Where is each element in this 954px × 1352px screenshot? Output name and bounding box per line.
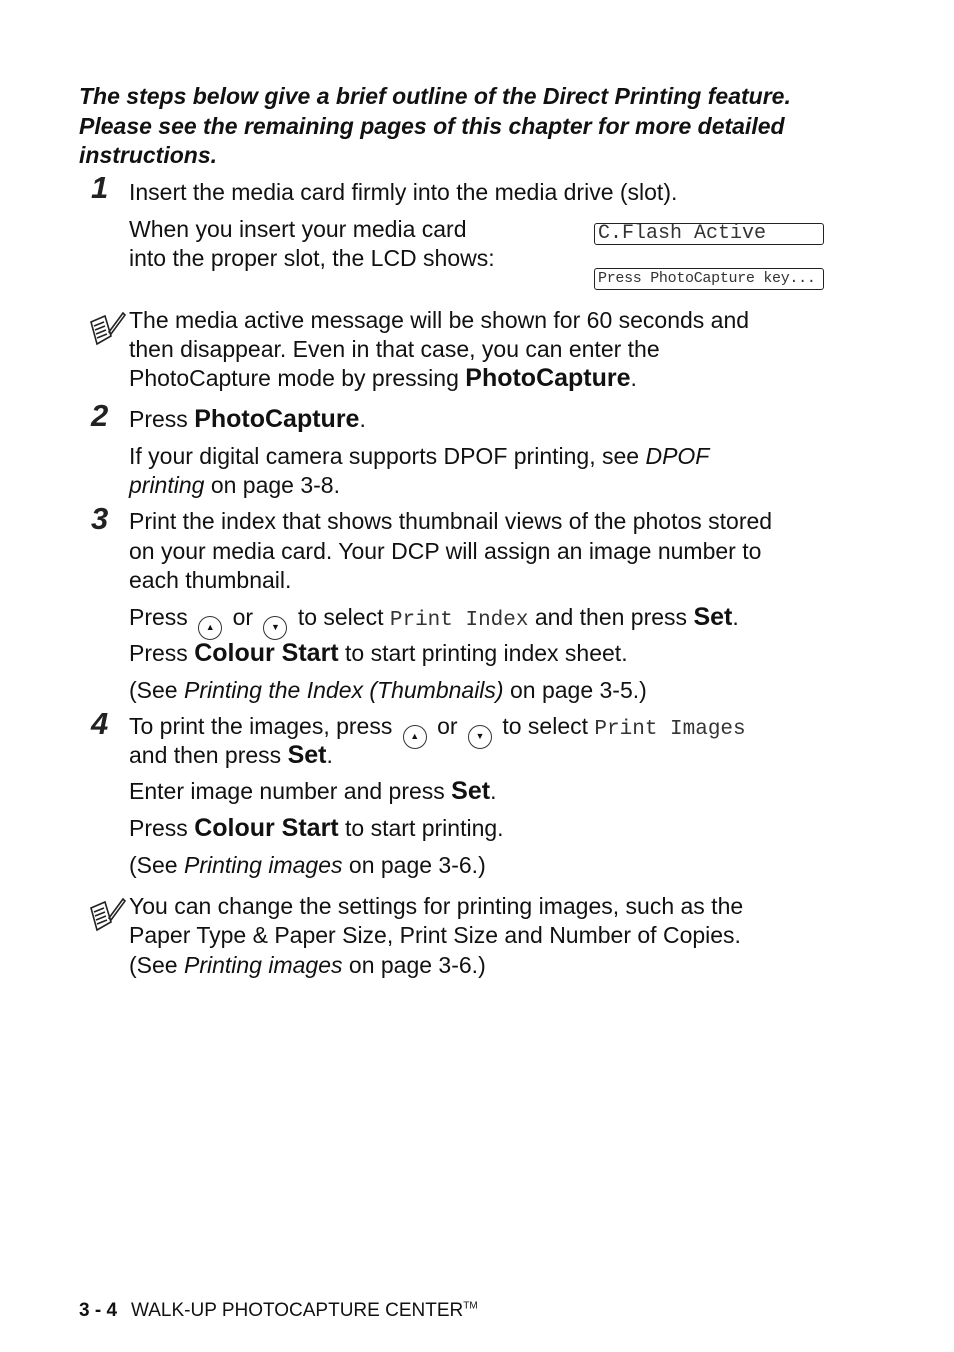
step-4-line-2: and then press Set. — [129, 741, 333, 769]
step-number-4: 4 — [91, 706, 109, 741]
step-2-text: Press PhotoCapture. — [129, 405, 366, 433]
photocapture-key-label: PhotoCapture — [465, 364, 631, 392]
note-1-line-1: The media active message will be shown for 60 seconds and — [129, 307, 750, 333]
step-3-line-2: on your media card. Your DCP will assign an image number to — [129, 538, 762, 564]
step-2-dpof-line-1: If your digital camera supports DPOF printing, see DPOF — [129, 443, 710, 469]
set-key-label: Set — [693, 603, 733, 631]
photocapture-key-label: PhotoCapture — [194, 405, 360, 433]
note-2-line-2: Paper Type & Paper Size, Print Size and Number of Copies. — [129, 922, 741, 948]
step-4-enter-line: Enter image number and press Set. — [129, 777, 497, 805]
lcd-intro-line-1: When you insert your media card — [129, 216, 467, 242]
note-1-line-2: then disappear. Even in that case, you can enter the — [129, 336, 660, 362]
note-icon — [87, 896, 127, 936]
set-key-label: Set — [287, 741, 327, 769]
note-1-line-3: PhotoCapture mode by pressing PhotoCapture. — [129, 364, 637, 392]
step-4-line-1: To print the images, press ▲ or ▼ to select Print Images — [129, 712, 746, 749]
step-4-see-line: (See Printing images on page 3-6.) — [129, 852, 486, 878]
step-3-colour-start-line: Press Colour Start to start printing index sheet. — [129, 639, 628, 667]
step-3-line-3: each thumbnail. — [129, 567, 292, 593]
lcd-display-line-2: Press PhotoCapture key... — [594, 268, 824, 290]
down-arrow-button-icon: ▼ — [263, 616, 287, 640]
step-4-colour-start-line: Press Colour Start to start printing. — [129, 814, 504, 842]
step-1-text: Insert the media card firmly into the media drive (slot). — [129, 179, 678, 205]
step-number-1: 1 — [91, 170, 109, 205]
step-3-see-line: (See Printing the Index (Thumbnails) on page 3-5.) — [129, 677, 647, 703]
page-footer — [79, 1300, 478, 1322]
trademark-mark: TM — [463, 1300, 478, 1312]
step-number-3: 3 — [91, 501, 109, 536]
note-2-see-line: (See Printing images on page 3-6.) — [129, 952, 486, 978]
intro-heading: The steps below give a brief outline of the Direct Printing feature. Please see the remaining pages of this chapter for more detailed instructions. — [79, 83, 791, 168]
step-number-2: 2 — [91, 398, 109, 433]
colour-start-key-label: Colour Start — [194, 639, 339, 667]
page-number: 3 - 4 — [79, 1300, 118, 1321]
down-arrow-button-icon: ▼ — [468, 725, 492, 749]
step-3-line-1: Print the index that shows thumbnail views of the photos stored — [129, 508, 773, 534]
step-3-select-line: Press ▲ or ▼ to select Print Index and then press Set. — [129, 603, 739, 640]
step-2-dpof-line-2: printing on page 3-8. — [129, 472, 340, 498]
chapter-title: WALK-UP PHOTOCAPTURE CENTER — [131, 1300, 464, 1321]
up-arrow-button-icon: ▲ — [403, 725, 427, 749]
note-icon — [87, 310, 127, 350]
lcd-display-line-1: C.Flash Active — [594, 223, 824, 245]
menu-option-print-images: Print Images — [594, 718, 746, 741]
menu-option-print-index: Print Index — [389, 609, 529, 632]
lcd-intro-line-2: into the proper slot, the LCD shows: — [129, 245, 495, 271]
up-arrow-button-icon: ▲ — [198, 616, 222, 640]
colour-start-key-label: Colour Start — [194, 814, 339, 842]
set-key-label: Set — [451, 777, 491, 805]
note-2-line-1: You can change the settings for printing images, such as the — [129, 893, 744, 919]
